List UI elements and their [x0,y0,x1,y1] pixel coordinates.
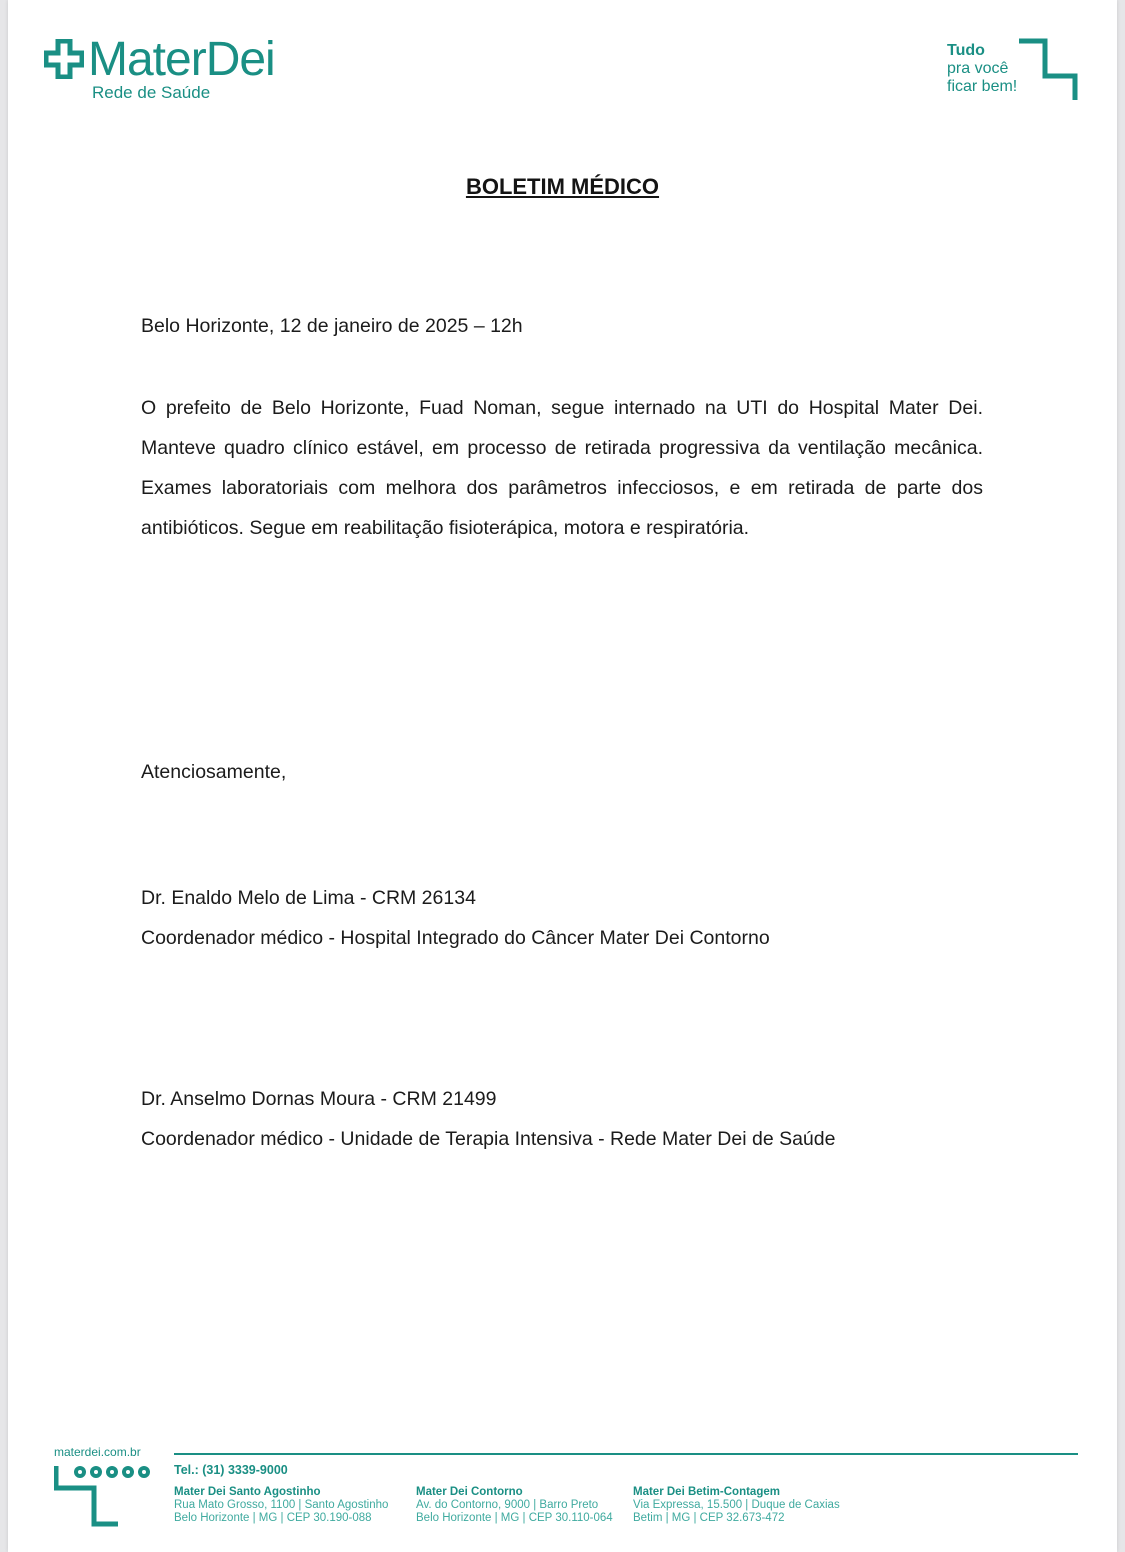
unit-address-line: Via Expressa, 15.500 | Duque de Caxias [633,1499,840,1511]
medical-cross-icon [44,39,84,79]
bracket-icon [1017,38,1079,100]
facebook-icon[interactable] [90,1466,102,1478]
slogan-text [947,42,1017,96]
unit-address-line: Belo Horizonte | MG | CEP 30.110-064 [416,1512,613,1524]
signatory-name: Dr. Anselmo Dornas Moura - CRM 21499 [141,1088,497,1110]
footer-divider [174,1453,1078,1455]
unit-address [633,1486,840,1525]
slogan [947,38,1079,102]
instagram-icon[interactable] [74,1466,86,1478]
phone-number: Tel.: (31) 3339-9000 [174,1463,288,1477]
unit-name: Mater Dei Betim-Contagem [633,1486,780,1498]
unit-address-line: Rua Mato Grosso, 1100 | Santo Agostinho [174,1499,389,1511]
brand-subtitle: Rede de Saúde [92,83,211,102]
signatory-role: Coordenador médico - Hospital Integrado do Câncer Mater Dei Contorno [141,927,770,949]
youtube-icon[interactable] [122,1466,134,1478]
unit-name: Mater Dei Contorno [416,1486,523,1498]
linkedin-icon[interactable] [106,1466,118,1478]
unit-address-line: Belo Horizonte | MG | CEP 30.190-088 [174,1512,372,1524]
unit-address [174,1486,388,1525]
bulletin-body: O prefeito de Belo Horizonte, Fuad Noman, segue internado na UTI do Hospital Mater Dei. Manteve quadro clínico estável, em processo de retirada progressiva da ventilação mecânica. Exames laboratoriais com melhora dos parâmetros infecciosos, e em retirada de parte dos antibióticos. Segue em reabilitação fisioterápica, motora e respiratória. [141,397,983,539]
slogan-line-2: pra você [947,60,1009,77]
unit-name: Mater Dei Santo Agostinho [174,1486,321,1498]
signatory-role: Coordenador médico - Unidade de Terapia Intensiva - Rede Mater Dei de Saúde [141,1128,836,1150]
unit-address-line: Av. do Contorno, 9000 | Barro Preto [416,1499,599,1511]
document-page [8,0,1117,1552]
spotify-icon[interactable] [138,1466,150,1478]
signatory-name: Dr. Enaldo Melo de Lima - CRM 26134 [141,887,476,909]
website-link[interactable]: materdei.com.br [54,1445,141,1459]
mater-dei-logo [44,34,344,106]
slogan-line-3: ficar bem! [947,78,1018,95]
unit-address-line: Betim | MG | CEP 32.673-472 [633,1512,785,1524]
date-line: Belo Horizonte, 12 de janeiro de 2025 – 12h [141,315,523,337]
unit-address [416,1486,613,1525]
slogan-line-1: Tudo [947,42,985,59]
document-title: BOLETIM MÉDICO [465,174,660,199]
signature-block [141,878,983,958]
brand-name: MaterDei [88,33,275,86]
social-icons [74,1466,150,1480]
signature-block [141,1079,983,1159]
closing-text: Atenciosamente, [141,761,287,783]
